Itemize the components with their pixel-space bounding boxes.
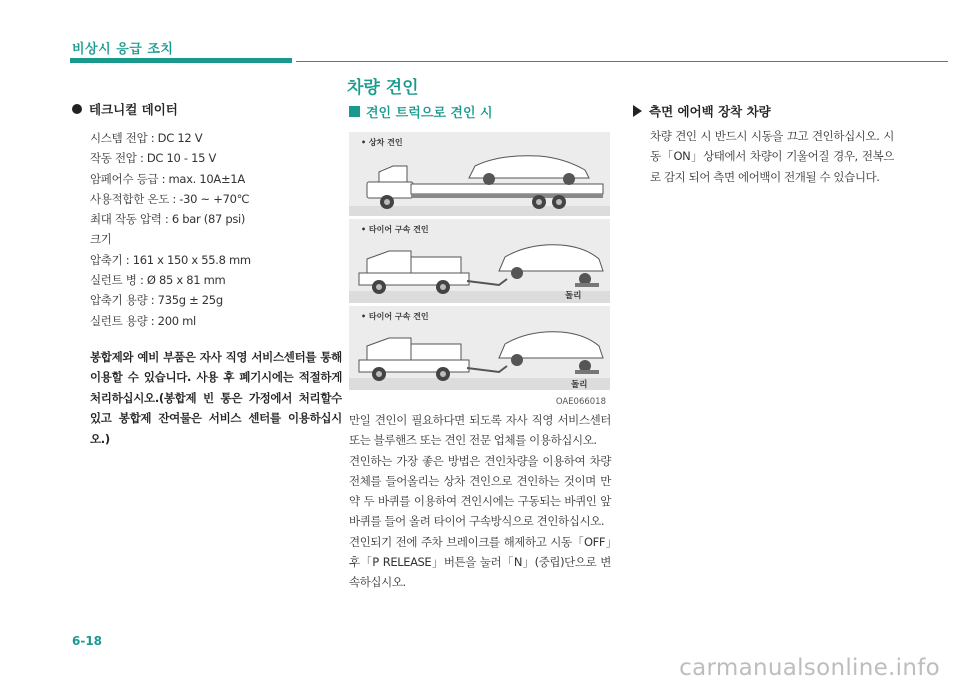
spec-item: 시스템 전압 : DC 12 V <box>90 131 203 145</box>
spec-item: 압축기 용량 : 735g ± 25g <box>90 293 223 308</box>
paragraph: 견인되기 전에 주차 브레이크를 해제하고 시동「OFF」후「P RELEASE」버튼을 눌러「N」(중립)단으로 변속하십시오. <box>349 534 611 590</box>
page-number: 6-18 <box>72 634 103 648</box>
technical-data-heading <box>72 100 342 118</box>
page-title: 차량 견인 <box>347 78 419 98</box>
panel-label: • 타이어 구속 견인 <box>361 312 429 321</box>
spec-item: 암페어수 등급 : max. 10A±1A <box>90 171 245 186</box>
panel-label: • 타이어 구속 견인 <box>361 225 429 234</box>
spec-item: 실런트 용량 : 200 ml <box>90 313 196 328</box>
spec-item: 최대 작동 압력 : 6 bar (87 psi) <box>90 212 246 227</box>
header-bar-accent <box>70 58 292 63</box>
figure-panel-flatbed <box>349 132 610 216</box>
spec-item: 작동 전압 : DC 10 - 15 V <box>90 151 217 166</box>
technical-data-section <box>72 100 342 449</box>
spec-item: 사용적합한 온도 : -30 ~ +70℃ <box>90 191 250 206</box>
tow-truck-heading <box>349 102 493 121</box>
spec-item: 압축기 : 161 x 150 x 55.8 mm <box>90 252 251 267</box>
figure-panel-wheel-lift-1 <box>349 219 610 303</box>
side-airbag-heading-text: 측면 에어백 장착 차량 <box>649 104 771 119</box>
spec-item: 크기 <box>90 232 112 247</box>
side-airbag-heading <box>633 102 771 120</box>
side-airbag-text: 차량 견인 시 반드시 시동을 끄고 견인하십시오. 시동「ON」상태에서 차량이 기울어질 경우, 전복으로 감지 되어 측면 에어백이 전개될 수 있습니다. <box>650 129 894 184</box>
figure-panel-wheel-lift-2 <box>349 306 610 390</box>
paragraph: 만일 견인이 필요하다면 되도록 자사 직영 서비스센터 또는 블루핸즈 또는 견인 전문 업체를 이용하십시오. <box>349 413 611 448</box>
dolly-label: 돌리 <box>565 291 582 301</box>
dolly-label: 돌리 <box>571 380 588 390</box>
tow-truck-heading-text: 견인 트럭으로 견인 시 <box>366 106 493 121</box>
header-rule <box>296 61 948 62</box>
figure-code: OAE066018 <box>555 397 606 407</box>
watermark: carmanualsonline.info <box>679 655 940 681</box>
towing-figure <box>349 132 610 407</box>
towing-instructions <box>349 410 611 593</box>
triangle-bullet-icon <box>633 105 642 117</box>
panel-label: • 상차 견인 <box>361 138 403 147</box>
sealant-note: 봉합제와 예비 부품은 자사 직영 서비스센터를 통해 이용할 수 있습니다. 사용 후 폐기시에는 적절하게 처리하십시오.(봉합제 빈 통은 가정에서 처리할수 있고 봉합제 잔여물은 서비스 센터를 이용하십시오.) <box>90 349 342 446</box>
square-bullet-icon <box>349 106 360 117</box>
paragraph: 견인하는 가장 좋은 방법은 견인차량을 이용하여 차량 전체를 들어올리는 상차 견인으로 견인하는 것이며 만약 두 바퀴를 이용하여 견인시에는 구동되는 바퀴인 앞바퀴를 들어 올려 타이어 구속방식으로 견인하십시오. <box>349 453 611 529</box>
technical-data-heading-text: 테크니컬 데이터 <box>89 102 178 117</box>
spec-item: 실런트 병 : Ø 85 x 81 mm <box>90 273 226 288</box>
section-title: 비상시 응급 조치 <box>72 42 174 57</box>
bullet-dot-icon <box>72 104 82 114</box>
spec-list <box>72 128 342 331</box>
